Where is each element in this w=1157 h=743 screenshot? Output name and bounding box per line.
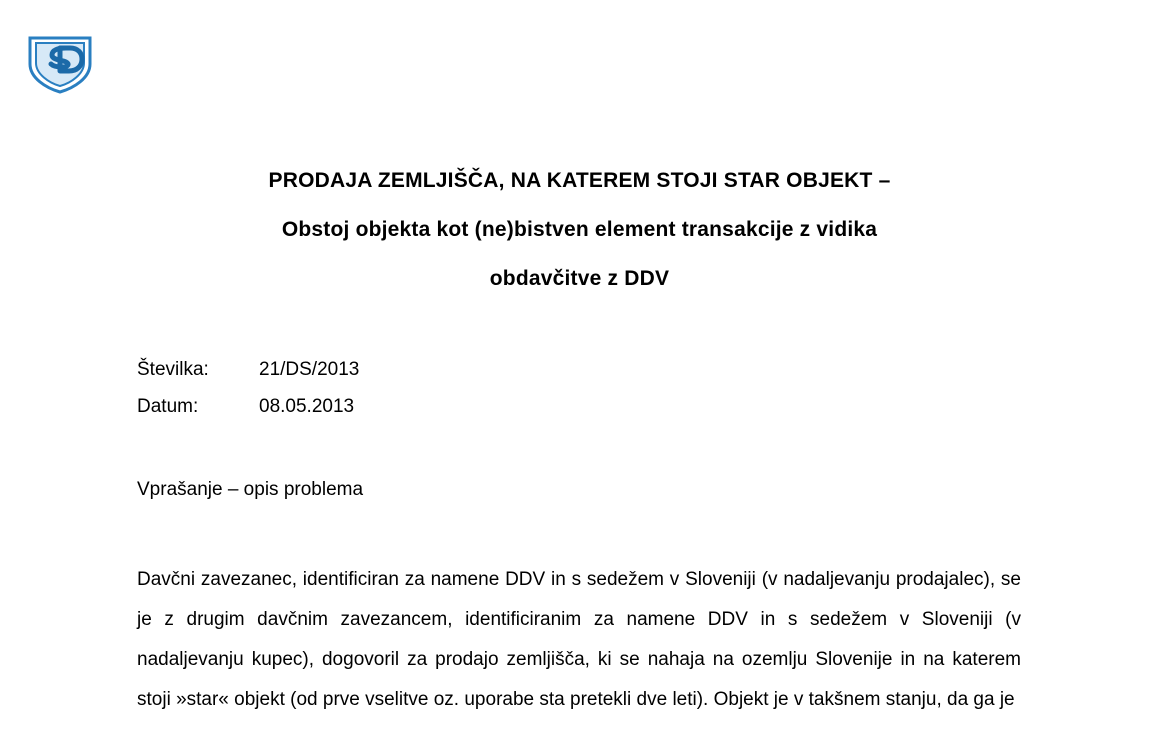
- body-text: [137, 560, 1021, 720]
- section-heading: Vprašanje – opis problema: [137, 479, 364, 500]
- title-line-1: PRODAJA ZEMLJIŠČA, NA KATEREM STOJI STAR OBJEKT –: [268, 169, 891, 192]
- meta-value-number: 21/DS/2013: [259, 359, 360, 380]
- title-line-2: Obstoj objekta kot (ne)bistven element transakcije z vidika: [281, 218, 878, 241]
- document-title: [137, 170, 1022, 289]
- document-meta: [137, 360, 359, 434]
- body-paragraph: Davčni zavezanec, identificiran za namene DDV in s sedežem v Sloveniji (v nadaljevanju prodajalec), se je z drugim davčnim zavezancem, identificiranim za namene DDV in s sedežem v Sloveniji (v nadaljevanju kupec), dogovoril za prodajo zemljišča, ki se nahaja na ozemlju Slovenije in na katerem stoji »star« objekt (od prve vselitve oz. uporabe sta pretekli dve leti). Objekt je v takšnem stanju, da ga je: [137, 569, 1021, 710]
- meta-value-date: 08.05.2013: [259, 396, 355, 417]
- meta-row: [137, 397, 359, 416]
- meta-label-number: Številka:: [137, 359, 209, 380]
- sd-shield-logo-icon: [22, 34, 98, 94]
- title-line-3: obdavčitve z DDV: [489, 267, 670, 290]
- meta-label-date: Datum:: [137, 396, 199, 417]
- meta-row: [137, 360, 359, 379]
